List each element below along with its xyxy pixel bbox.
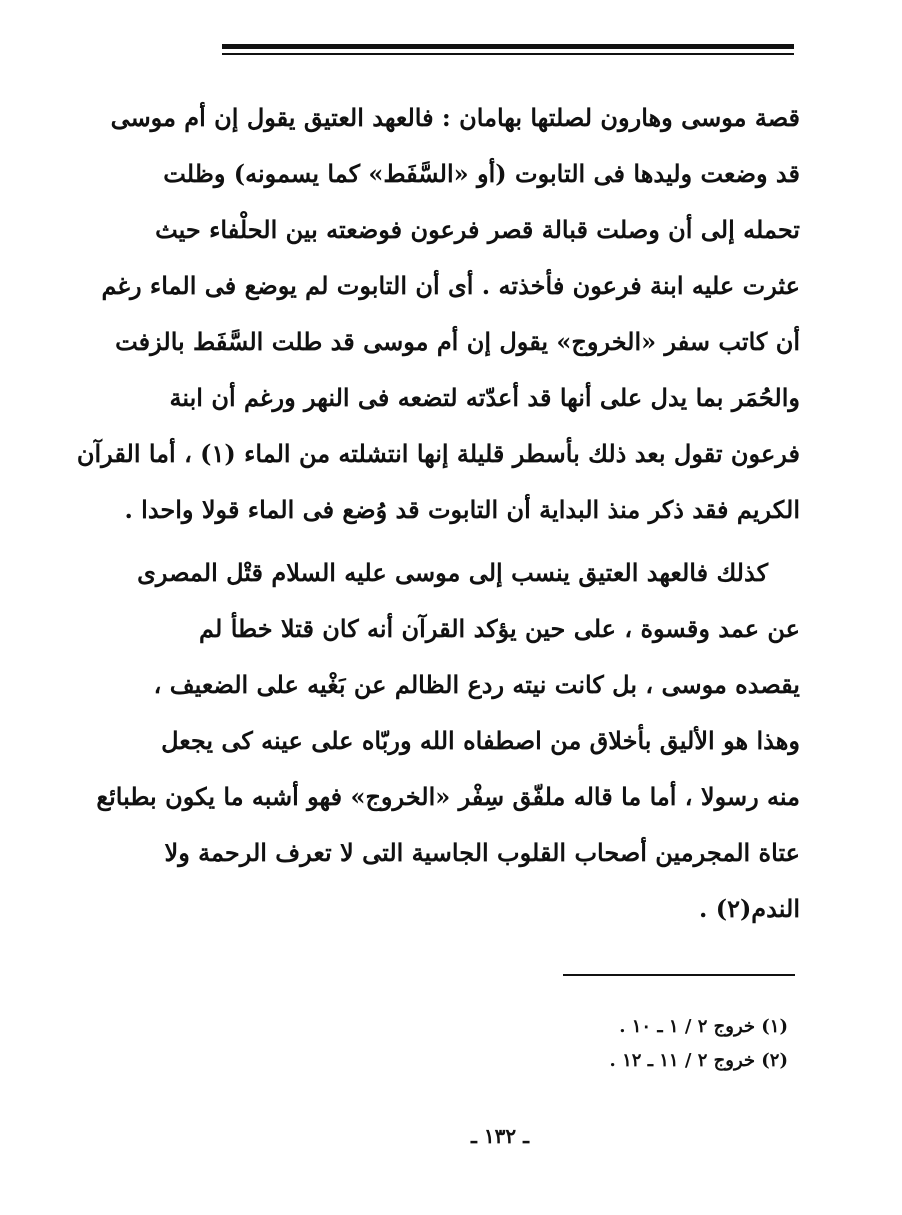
header-rule-thick <box>222 44 794 49</box>
text-line: الندم(٢) . <box>698 894 800 923</box>
text-line: عن عمد وقسوة ، على حين يؤكد القرآن أنه كان قتلا خطأ لم <box>199 614 800 643</box>
page-number: ـ ١٣٢ ـ <box>471 1124 529 1148</box>
text-line: الكريم فقد ذكر منذ البداية أن التابوت قد وُضع فى الماء قولا واحدا . <box>124 495 800 524</box>
text-line: كذلك فالعهد العتيق ينسب إلى موسى عليه السلام قتْل المصرى <box>137 558 768 587</box>
text-line: عتاة المجرمين أصحاب القلوب الجاسية التى لا تعرف الرحمة ولا <box>164 838 800 867</box>
text-line: قد وضعت وليدها فى التابوت (أو «السَّفَط» كما يسمونه) وظلت <box>163 159 800 188</box>
text-line: تحمله إلى أن وصلت قبالة قصر فرعون فوضعته بين الحلْفاء حيث <box>155 215 800 244</box>
text-line: وهذا هو الأليق بأخلاق من اصطفاه الله وربّاه على عينه كى يجعل <box>161 726 800 755</box>
text-line: منه رسولا ، أما ما قاله ملفّق سِفْر «الخروج» فهو أشبه ما يكون بطبائع <box>96 782 800 811</box>
footnotes <box>500 1010 788 1078</box>
text-line: فرعون تقول بعد ذلك بأسطر قليلة إنها انتشلته من الماء (١) ، أما القرآن <box>76 439 800 468</box>
text-line: والحُمَر بما يدل على أنها قد أعدّته لتضعه فى النهر ورغم أن ابنة <box>169 383 800 412</box>
text-line: يقصده موسى ، بل كانت نيته ردع الظالم عن بَغْيه على الضعيف ، <box>153 670 800 699</box>
header-rule-thin <box>222 53 794 55</box>
text-line: عثرت عليه ابنة فرعون فأخذته . أى أن التابوت لم يوضع فى الماء رغم <box>101 271 800 300</box>
text-line: أن كاتب سفر «الخروج» يقول إن أم موسى قد طلت السَّفَط بالزفت <box>115 327 800 356</box>
footnote-2: (٢) خروج ٢ / ١١ ـ ١٢ . <box>609 1050 788 1071</box>
footnote-1: (١) خروج ٢ / ١ ـ ١٠ . <box>619 1016 788 1037</box>
footnote-separator <box>563 974 795 976</box>
text-line: قصة موسى وهارون لصلتها بهامان : فالعهد العتيق يقول إن أم موسى <box>110 103 800 132</box>
